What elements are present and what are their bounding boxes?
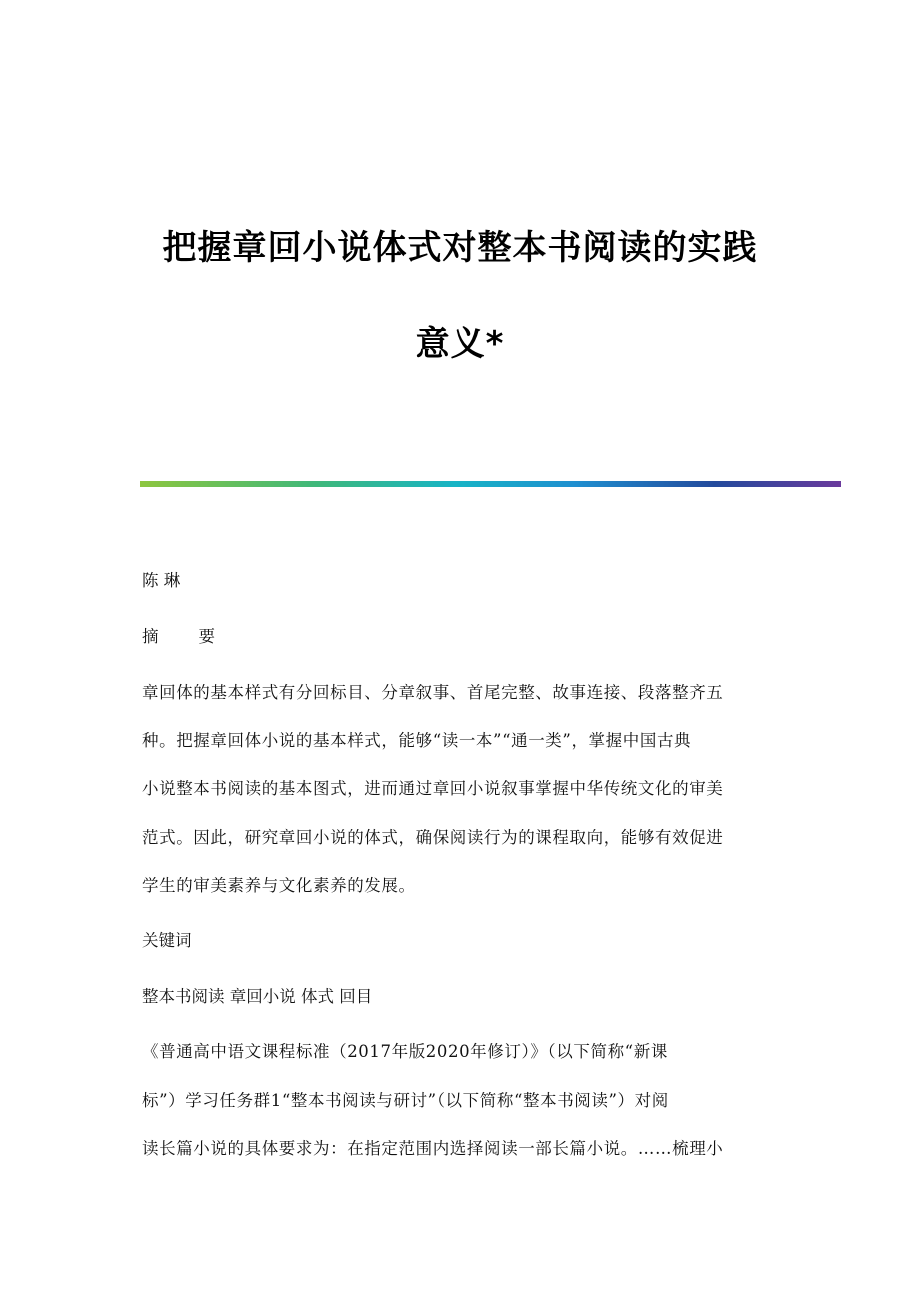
abstract-line-4: 范式。因此，研究章回小说的体式，确保阅读行为的课程取向，能够有效促进 <box>142 828 724 847</box>
author-name: 陈 琳 <box>142 571 181 590</box>
abstract-label-char-1: 摘 <box>142 627 159 646</box>
abstract-line-1: 章回体的基本样式有分回标目、分章叙事、首尾完整、故事连接、段落整齐五 <box>142 683 724 702</box>
abstract-label-char-2: 要 <box>198 627 215 646</box>
paper-title-line-2: 意义* <box>415 324 505 364</box>
paper-title-line-1: 把握章回小说体式对整本书阅读的实践 <box>162 228 758 268</box>
abstract-line-5: 学生的审美素养与文化素养的发展。 <box>142 876 416 895</box>
keywords-label: 关键词 <box>142 931 192 950</box>
abstract-label <box>142 625 215 649</box>
body-line-3: 读长篇小说的具体要求为：在指定范围内选择阅读一部长篇小说。……梳理小 <box>142 1139 724 1158</box>
body-line-2: 标”）学习任务群1“整本书阅读与研讨”（以下简称“整本书阅读”）对阅 <box>142 1091 669 1110</box>
abstract-line-3: 小说整本书阅读的基本图式，进而通过章回小说叙事掌握中华传统文化的审美 <box>142 779 724 798</box>
abstract-line-2: 种。把握章回体小说的基本样式，能够“读一本”“通一类”，掌握中国古典 <box>142 731 692 750</box>
body-line-1: 《普通高中语文课程标准（2017年版2020年修订）》（以下简称“新课 <box>142 1042 668 1061</box>
title-divider-gradient <box>140 481 841 487</box>
keywords-list: 整本书阅读 章回小说 体式 回目 <box>142 987 373 1006</box>
